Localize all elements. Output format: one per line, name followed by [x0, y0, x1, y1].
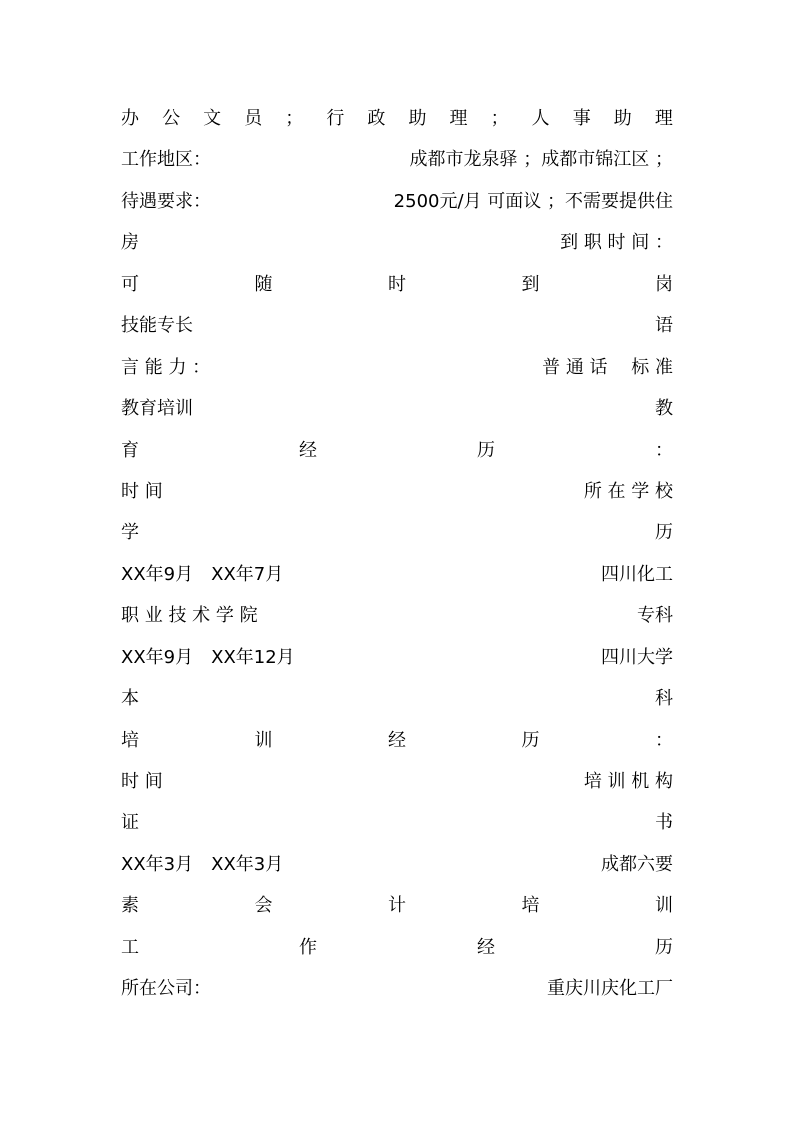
doc-line-left: XX年9月 XX年12月	[121, 646, 295, 668]
doc-token: 训	[655, 895, 673, 917]
doc-line-right: 专科	[637, 605, 673, 627]
doc-line-left: XX年9月 XX年7月	[121, 563, 284, 585]
doc-token: 人	[531, 108, 550, 129]
doc-token: 到	[521, 273, 540, 295]
doc-line-right: 书	[655, 812, 673, 834]
doc-token: 历	[655, 936, 673, 958]
doc-line-education-history	[121, 430, 673, 471]
doc-line-work-area	[121, 139, 673, 180]
doc-token: 理	[449, 108, 468, 129]
doc-line-left: 本	[121, 688, 139, 710]
doc-line-education-entry-1	[121, 554, 673, 595]
doc-token: ：	[655, 439, 673, 461]
doc-token: 经	[477, 936, 495, 958]
doc-line-right: 教	[655, 398, 673, 420]
doc-line-left: 教育培训	[121, 398, 193, 420]
doc-token: 历	[521, 729, 540, 751]
doc-line-language	[121, 347, 673, 388]
doc-token: 办	[121, 108, 139, 129]
doc-line-education-heading	[121, 388, 673, 429]
doc-token: 事	[572, 108, 591, 129]
doc-token: 培	[521, 895, 540, 917]
doc-token: 助	[408, 108, 427, 129]
doc-token: 工	[121, 936, 139, 958]
doc-token: 员	[244, 108, 263, 129]
doc-token: 培	[121, 729, 139, 751]
doc-line-salary	[121, 181, 673, 222]
doc-line-skills	[121, 305, 673, 346]
doc-line-education-entry-2	[121, 637, 673, 678]
doc-line-left: 工作地区：	[121, 149, 211, 171]
doc-line-school-header	[121, 471, 673, 512]
doc-line-education-entry-1-detail	[121, 595, 673, 636]
doc-token: 公	[162, 108, 181, 129]
doc-line-right: 到 职 时 间 ：	[560, 232, 673, 254]
doc-line-right: 四川大学	[601, 646, 673, 668]
doc-line-right: 语	[655, 315, 673, 337]
doc-token: 随	[254, 273, 273, 295]
doc-token: ：	[655, 729, 673, 751]
doc-line-education-entry-2-detail	[121, 678, 673, 719]
doc-line-training-header	[121, 761, 673, 802]
doc-token: 行	[326, 108, 345, 129]
doc-line-left: 待遇要求：	[121, 190, 211, 212]
doc-token: 经	[299, 439, 317, 461]
doc-line-availability	[121, 264, 673, 305]
doc-line-left: 学	[121, 522, 139, 544]
doc-token: 可	[121, 273, 139, 295]
doc-token: ；	[490, 108, 509, 129]
document-body	[121, 98, 673, 1010]
doc-line-training-entry	[121, 844, 673, 885]
doc-line-degree-header	[121, 512, 673, 553]
doc-line-training-history	[121, 720, 673, 761]
doc-token: 经	[388, 729, 406, 751]
doc-token: 助	[613, 108, 632, 129]
doc-token: 岗	[655, 273, 673, 295]
doc-token: 时	[388, 273, 406, 295]
doc-line-right: 2500元/月 可面议 ；不需要提供住	[393, 190, 673, 212]
doc-token: 训	[254, 729, 273, 751]
doc-line-right: 科	[655, 688, 673, 710]
doc-token: 计	[388, 895, 406, 917]
doc-line-left: 所在公司：	[121, 978, 211, 1000]
doc-line-right: 历	[655, 522, 673, 544]
doc-token: 作	[299, 936, 317, 958]
doc-line-left: XX年3月 XX年3月	[121, 853, 284, 875]
doc-token: ；	[285, 108, 304, 129]
doc-line-right: 成都六要	[601, 853, 673, 875]
doc-line-right: 所 在 学 校	[583, 480, 673, 502]
doc-line-left: 言 能 力 ：	[121, 356, 211, 378]
doc-line-company	[121, 968, 673, 1009]
doc-line-right: 重庆川庆化工厂	[547, 978, 673, 1000]
doc-line-training-detail	[121, 885, 673, 926]
doc-token: 文	[203, 108, 222, 129]
doc-token: 政	[367, 108, 386, 129]
doc-line-left: 职 业 技 术 学 院	[121, 605, 258, 627]
doc-token: 历	[477, 439, 495, 461]
doc-line-right: 成都市龙泉驿 ；成都市锦江区 ；	[409, 149, 673, 171]
doc-line-left: 房	[121, 232, 139, 254]
doc-line-right: 普 通 话 标 准	[542, 356, 673, 378]
doc-line-certificate-header	[121, 802, 673, 843]
doc-token: 素	[121, 895, 139, 917]
doc-line-left: 时 间	[121, 771, 163, 792]
doc-line-left: 时 间	[121, 480, 163, 502]
doc-line-work-history	[121, 927, 673, 968]
doc-line-left: 证	[121, 812, 139, 834]
doc-token: 育	[121, 439, 139, 461]
doc-line-right: 培 训 机 构	[583, 771, 673, 792]
doc-line-left: 技能专长	[121, 315, 193, 337]
doc-token: 理	[654, 108, 673, 129]
doc-line-housing-start	[121, 222, 673, 263]
doc-line-job-targets	[121, 98, 673, 139]
doc-token: 会	[254, 895, 273, 917]
doc-line-right: 四川化工	[601, 563, 673, 585]
